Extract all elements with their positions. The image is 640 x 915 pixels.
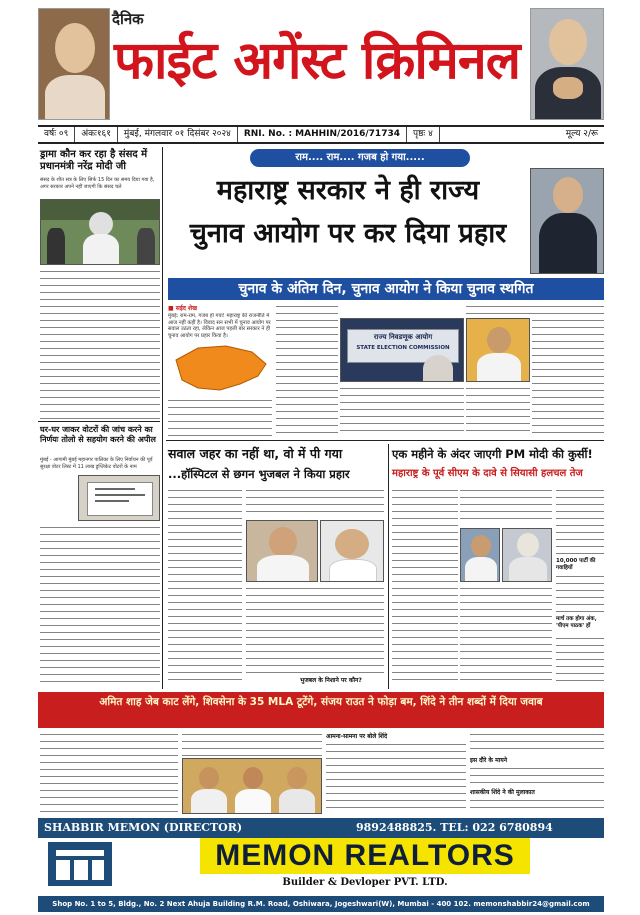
sec-board-en: STATE ELECTION COMMISSION (356, 345, 450, 351)
voter-check-photo (78, 475, 160, 521)
hands-shape (553, 77, 583, 99)
bottom-text-col3 (326, 742, 466, 814)
subhead-bar: चुनाव के अंतिम दिन, चुनाव आयोग ने किया चुनाव स्थगित (168, 278, 604, 300)
left-story1-sub: संसद के शीत सत्र के लिए सिर्फ 15 दिन का समय दिया गया है, अगर सरकार अपने नहीं जाएगी कि संसद चले (40, 177, 155, 190)
company-name: MEMON REALTORS (200, 838, 530, 874)
masthead (0, 0, 640, 125)
bhujbal-story-title1: सवाल जहर का नहीं था, वो में पी गया (168, 446, 343, 461)
pm-side-head2: मार्च तक होगा अंक, 'पीएम पाठक' हों (556, 616, 597, 629)
bhujbal-story-title2: ...हॉस्पिटल से छगन भुजबल ने किया प्रहार (168, 467, 350, 481)
issue-info: अंकः१६१ (75, 127, 118, 142)
bottom-subhead1: आमना-सामना पर बोले शिंदे (326, 733, 388, 740)
maharashtra-map (168, 340, 272, 396)
bottom-text-col6 (470, 798, 604, 814)
lead-text-col4 (466, 304, 604, 316)
left-column (38, 147, 160, 689)
footer-address: Shop No. 1 to 5, Bldg., No. 2 Next Ahuja Building R.M. Road, Oshiwara, Jogeshwari(W), Mumbai - 400 102. memonshabbir24@gmail.com (52, 900, 590, 908)
left-story1-text (40, 269, 160, 419)
bhujbal-footer: भुजबल के निशाने पर कौन? (300, 677, 362, 684)
lead-text: मुंबई: राम-राम, गजब हो गया! महाराष्ट्र की राजनीति में आज नहीं कहीं है। विवाद सन सभी में चुनाव आयोग पर सवाल उठता रहा, लेकिन आज पहली बार सरकार ने ही चुनाव आयोग पर प्रहार किया है। (168, 313, 271, 339)
pm-text-col3 (460, 586, 552, 684)
price-info: मूल्य २/रू (565, 129, 598, 139)
modi-photo (502, 528, 552, 582)
lead-text-col3 (340, 386, 464, 436)
pm-text-col2 (460, 488, 552, 524)
bottom-leaders-photo (182, 758, 322, 814)
issue-info-bar (38, 125, 604, 144)
rni-info: RNI. No. : MAHHIN/2016/71734 (238, 127, 407, 142)
pm-text-col5 (556, 574, 604, 614)
commissioner-photo (530, 168, 604, 274)
bottom-text-col4 (470, 732, 604, 754)
hospital-photo (320, 520, 384, 582)
bottom-text-col5 (470, 766, 604, 786)
pages-info: पृष्ठः ४ (407, 127, 440, 142)
fadnavis-photo (466, 318, 530, 382)
lead-text-col6 (466, 386, 530, 436)
map-shape (176, 346, 266, 390)
lead-text-col2 (276, 304, 338, 436)
shinde-banner (38, 692, 604, 728)
sec-board-mr: राज्य निवडणूक आयोग (373, 333, 433, 341)
bottom-subhead3: शासकीय शिंदे ने की मुलाकात (470, 789, 535, 796)
bhujbal-photo (246, 520, 318, 582)
lead-text-col1 (168, 398, 272, 436)
byline: ■ सईद शेख (168, 305, 198, 312)
pm-text-col6 (556, 636, 604, 684)
left-story2-lead: मुंबई - आगामी मुंबई महानगर पालिका के लिए निर्वाचन की पूर्व सुरक्षा वोटर लिस्ट में 11 लाख डुप्लिकेट वोटरों के नाम (40, 457, 153, 470)
bottom-text-col1 (40, 732, 178, 814)
left-story1-title: ड्रामा कौन कर रहा है संसद में प्रधानमंत्री नरेंद्र मोदी जी (40, 149, 148, 172)
shinde-banner-text: अमित शाह जेब काट लेंगे, शिवसेना के 35 MLA टूटेंगे, संजय राउत ने फोड़ा बम, शिंदे ने तीन शब्दों में दिया जवाब (99, 696, 543, 708)
pm-story-title1: एक महीने के अंदर जाएगी PM मोदी की कुर्सी! (392, 447, 593, 461)
kicker-text: राम.... राम.... गजब हो गया..... (295, 152, 425, 163)
parliament-photo (40, 199, 160, 265)
election-commission-photo (340, 318, 464, 382)
celebrity-photo-left (38, 8, 110, 120)
pm-text-col1 (392, 488, 458, 684)
bhujbal-text-col2 (246, 488, 384, 518)
pm-side-head1: 10,000 पार्टी की गवाहियों (556, 558, 596, 571)
footer-address-bar (38, 896, 604, 912)
footer-phone: 9892488825. TEL: 022 6780894 (356, 821, 553, 834)
daily-label: दैनिक (112, 10, 144, 28)
anchor-photo-right (530, 8, 604, 120)
company-subtitle: Builder & Devloper PVT. LTD. (282, 877, 448, 888)
date-info: मुंबई, मंगलवार ०१ दिसंबर २०२४ (118, 127, 238, 142)
pm-story-title2: महाराष्ट्र के पूर्व सीएम के दावे से सियासी हलचल तेज (392, 468, 583, 479)
bottom-subhead2: इस दौरे के मायने (470, 757, 508, 764)
director-name: SHABBIR MEMON (DIRECTOR) (44, 821, 243, 834)
footer-ad-body (38, 838, 604, 896)
left-story2-text (40, 525, 160, 685)
bhujbal-text-col1 (168, 488, 242, 684)
newspaper-title: फाईट अगेंस्ट क्रिमिनल (113, 30, 521, 91)
footer-contact-bar (38, 818, 604, 838)
bhujbal-text-col3 (246, 586, 384, 674)
company-logo (48, 842, 112, 886)
kicker-pill (250, 149, 470, 167)
pm-text-col4 (556, 488, 604, 556)
main-headline-line2: चुनाव आयोग पर कर दिया प्रहार (189, 218, 507, 249)
politician-photo (460, 528, 500, 582)
left-story2-title: घर-घर जाकर वोटरों की जांच करने का निर्णयः तोलो से सहयोग करने की अपील (40, 425, 156, 444)
bottom-text-col2 (182, 732, 322, 756)
year-info: वर्षः ०९ (38, 127, 75, 142)
lead-text-col5 (532, 318, 604, 436)
main-headline-line1: महाराष्ट्र सरकार ने ही राज्य (216, 175, 480, 206)
